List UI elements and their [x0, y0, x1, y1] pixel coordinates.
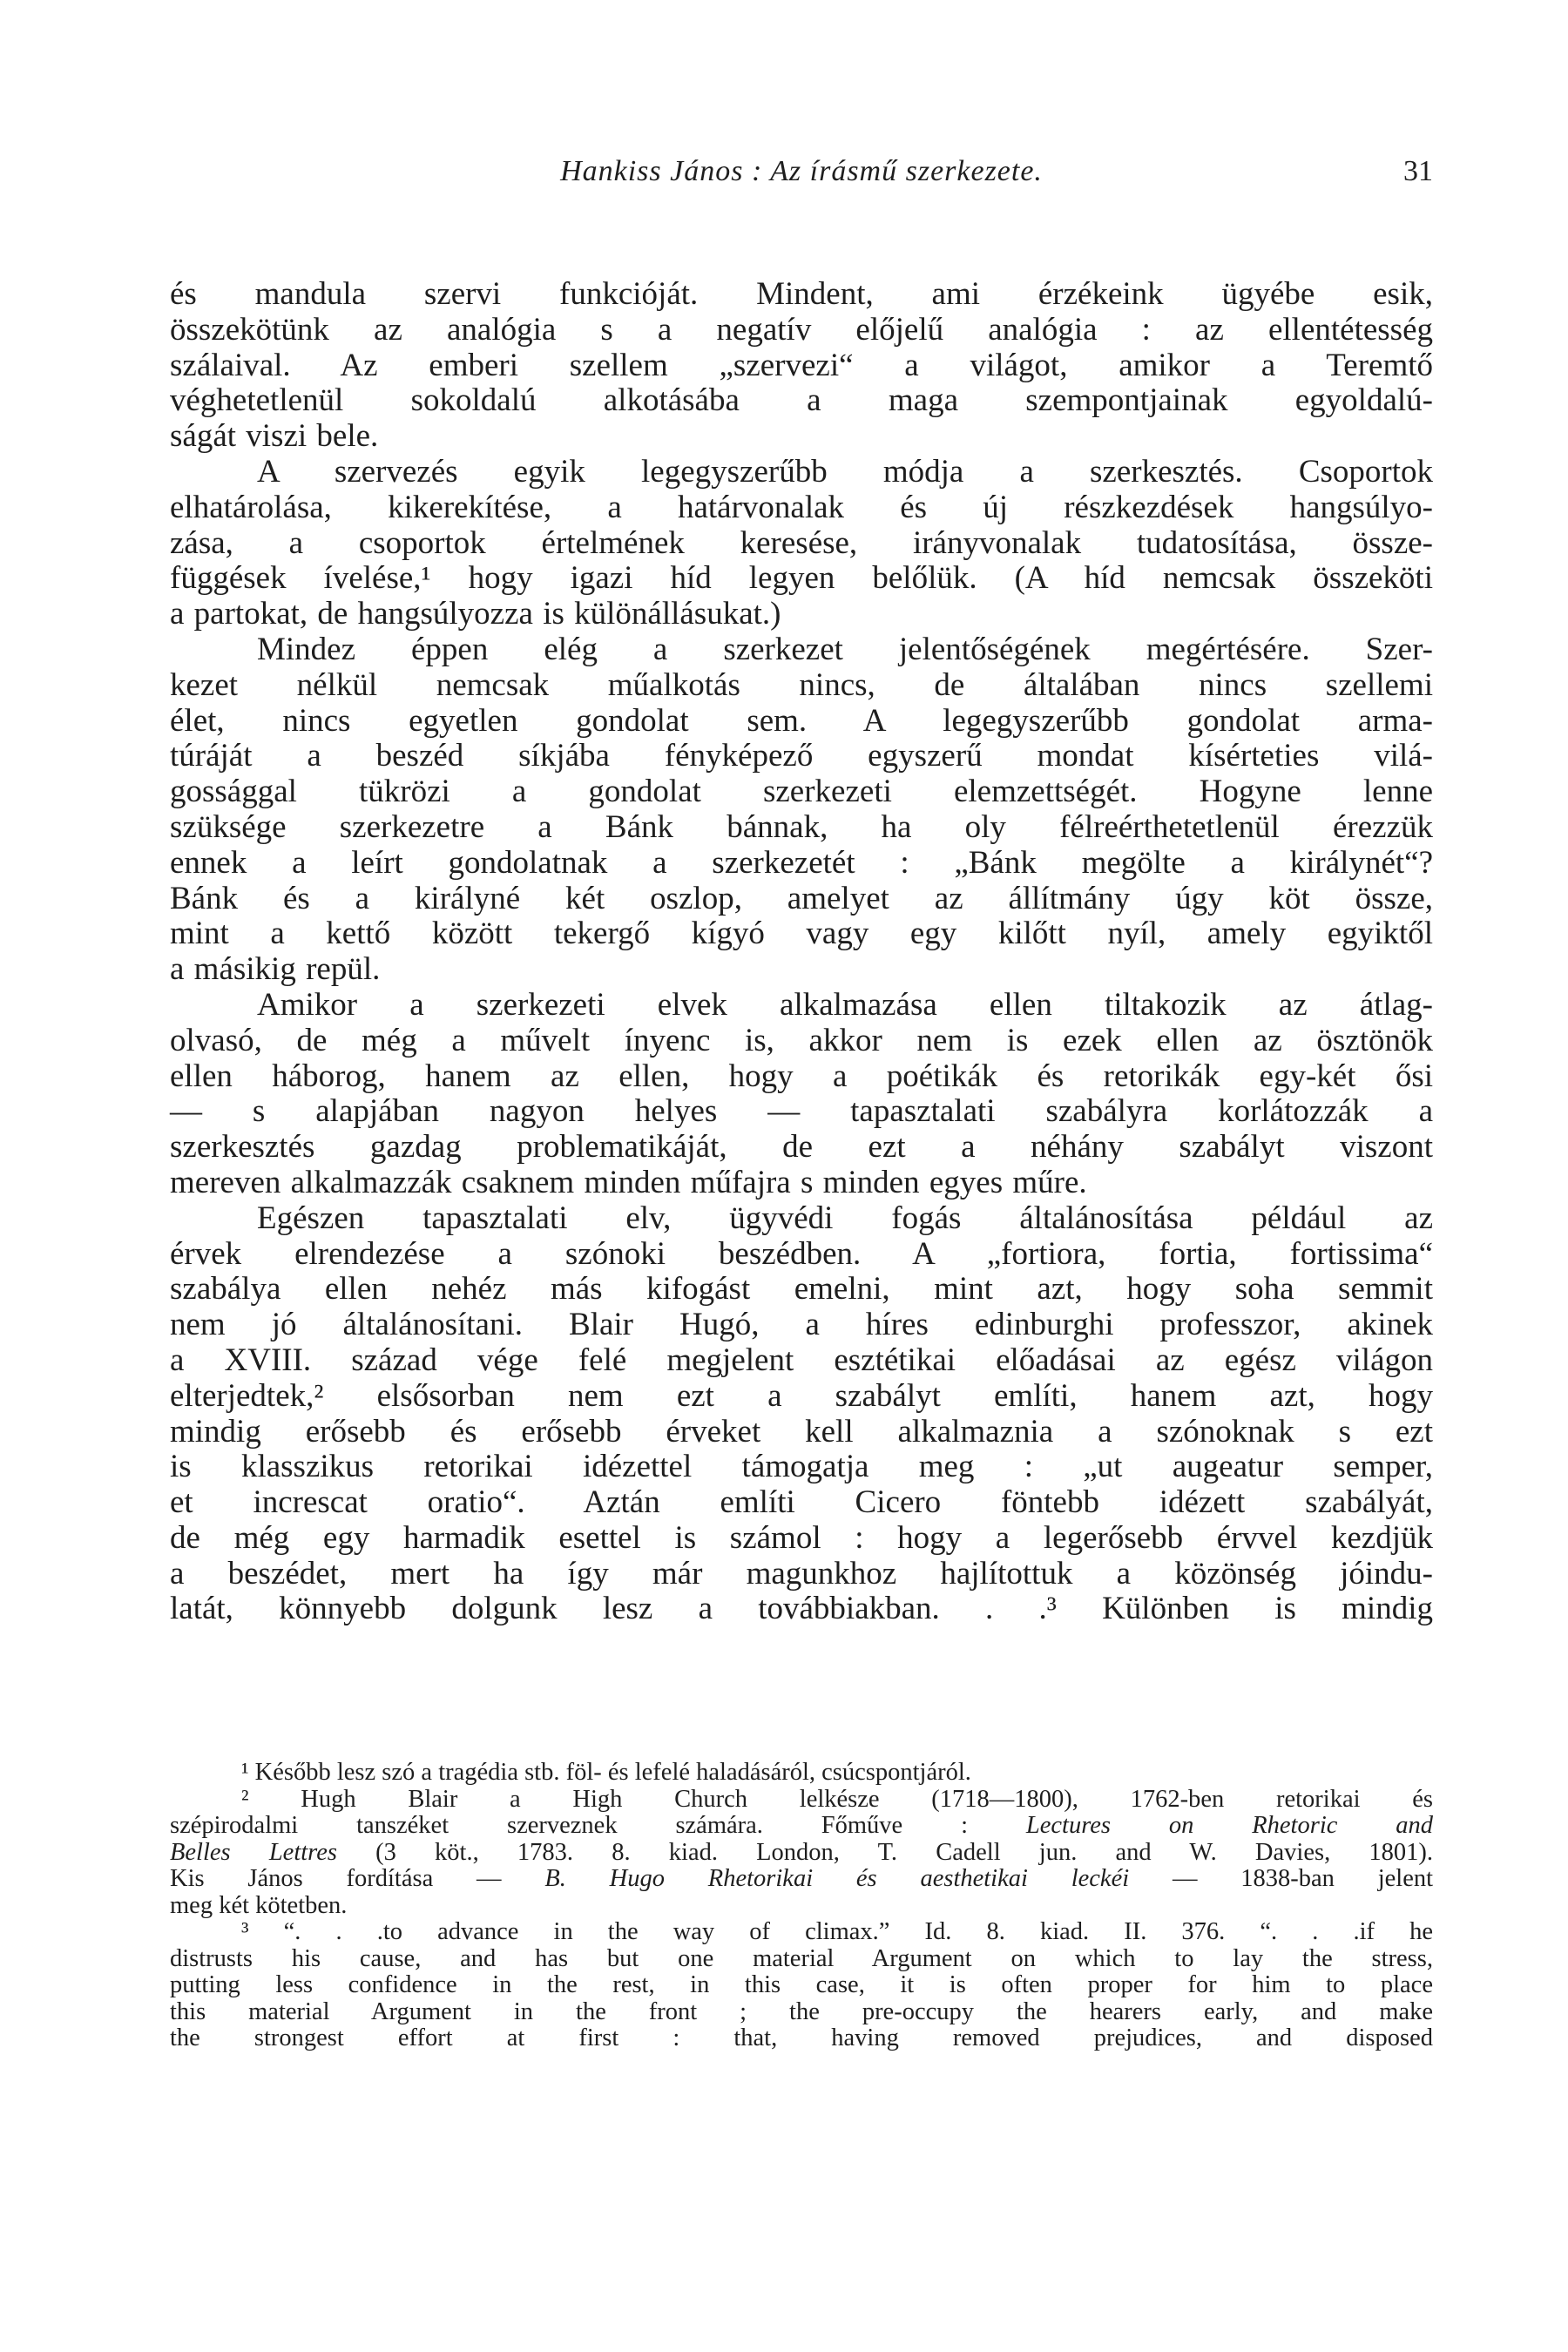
- text-line: elhatárolása, kikerekítése, a határvonalak és új részkezdések hangsúlyo-: [170, 489, 1433, 525]
- text-line: a XVIII. század vége felé megjelent esztétikai előadásai az egész világon: [170, 1342, 1433, 1378]
- text-line: — s alapjában nagyon helyes — tapasztalati szabályra korlátozzák a: [170, 1093, 1433, 1130]
- text-line: és mandula szervi funkcióját. Mindent, ami érzékeink ügyébe esik,: [170, 276, 1433, 312]
- text-line: érvek elrendezése a szónoki beszédben. A „fortiora, fortia, fortissima“: [170, 1235, 1433, 1272]
- text-line: nem jó általánosítani. Blair Hugó, a híres edinburghi professzor, akinek: [170, 1307, 1433, 1343]
- text-line: is klasszikus retorikai idézettel támogatja meg : „ut augeatur semper,: [170, 1449, 1433, 1485]
- footnote-2-text: — 1838-ban jelent: [1172, 1865, 1434, 1892]
- footnote-2-book-title-cont: Belles Lettres: [170, 1838, 337, 1866]
- text-line: ságát viszi bele.: [170, 418, 379, 455]
- text-line: kezet nélkül nemcsak műalkotás nincs, de általában nincs szellemi: [170, 666, 1433, 703]
- text-line: et increscat oratio“. Aztán említi Cicero föntebb idézett szabályát,: [170, 1484, 1433, 1521]
- text-line: elterjedtek,² elsősorban nem ezt a szabályt említi, hanem azt, hogy: [170, 1377, 1433, 1414]
- text-line: függések ívelése,¹ hogy igazi híd legyen belőlük. (A híd nemcsak összeköti: [170, 560, 1433, 597]
- text-line: összekötünk az analógia s a negatív előjelű analógia : az ellentétesség: [170, 311, 1433, 348]
- footnote-2-line: [170, 1813, 1433, 1840]
- text-line: a másikig repül.: [170, 951, 381, 988]
- text-line: túráját a beszéd síkjába fényképező egyszerű mondat kísérteties vilá-: [170, 738, 1433, 774]
- text-line: élet, nincs egyetlen gondolat sem. A legegyszerűbb gondolat arma-: [170, 702, 1433, 739]
- text-line: olvasó, de még a művelt ínyenc is, akkor nem is ezek ellen az ösztönök: [170, 1022, 1433, 1058]
- footnote-3-line: distrusts his cause, and has but one material Argument on which to lay the stress,: [170, 1944, 1433, 1972]
- footnote-1: ¹ Később lesz szó a tragédia stb. föl- és lefelé haladásáról, csúcspontjáról.: [241, 1759, 971, 1786]
- text-line: A szervezés egyik legegyszerűbb módja a szerkesztés. Csoportok: [257, 453, 1433, 490]
- footnote-3-line: this material Argument in the front ; the pre-occupy the hearers early, and make: [170, 1997, 1433, 2025]
- main-text: [170, 277, 1433, 1627]
- text-line: ennek a leírt gondolatnak a szerkezetét : „Bánk megölte a királynét“?: [170, 844, 1433, 881]
- text-line: de még egy harmadik esettel is számol : hogy a legerősebb érvvel kezdjük: [170, 1519, 1433, 1556]
- footnote-2-line: ² Hugh Blair a High Church lelkésze (1718—1800), 1762-ben retorikai és: [241, 1785, 1433, 1813]
- footnote-3-line: ³ “. . .to advance in the way of climax.” Id. 8. kiad. II. 376. “. . .if he: [241, 1918, 1433, 1945]
- footnotes: [170, 1760, 1433, 2052]
- text-line: a partokat, de hangsúlyozza is különállásukat.): [170, 596, 781, 632]
- text-line: Amikor a szerkezeti elvek alkalmazása ellen tiltakozik az átlag-: [257, 986, 1433, 1023]
- footnote-3-line: the strongest effort at first : that, having removed prejudices, and disposed: [170, 2024, 1433, 2051]
- footnote-2-text: szépirodalmi tanszéket szerveznek számára. Főműve :: [170, 1812, 969, 1839]
- footnote-2-book-title: Lectures on Rhetoric and: [1025, 1812, 1434, 1839]
- text-line: ellen háborog, hanem az ellen, hogy a poétikák és retorikák egy-két ősi: [170, 1058, 1433, 1094]
- text-line: mindig erősebb és erősebb érveket kell alkalmaznia a szónoknak s ezt: [170, 1413, 1433, 1450]
- footnote-2-line: [170, 1840, 1433, 1867]
- page-number: 31: [1403, 155, 1433, 187]
- text-line: szálaival. Az emberi szellem „szervezi“ a világot, amikor a Teremtő: [170, 347, 1433, 383]
- footnote-2-line: [170, 1866, 1433, 1893]
- text-line: szüksége szerkezetre a Bánk bánnak, ha oly félreérthetetlenül érezzük: [170, 808, 1433, 845]
- text-line: gossággal tükrözi a gondolat szerkezeti elemzettségét. Hogyne lenne: [170, 774, 1433, 810]
- text-line: véghetetlenül sokoldalú alkotásába a maga szempontjainak egyoldalú-: [170, 382, 1433, 419]
- footnote-2-line: meg két kötetben.: [170, 1891, 348, 1919]
- text-line: mereven alkalmazzák csaknem minden műfajra s minden egyes műre.: [170, 1164, 1087, 1200]
- text-line: zása, a csoportok értelmének keresése, irányvonalak tudatosítása, össze-: [170, 524, 1433, 561]
- text-line: mint a kettő között tekergő kígyó vagy egy kilőtt nyíl, amely egyiktől: [170, 916, 1433, 952]
- text-line: szerkesztés gazdag problematikáját, de ezt a néhány szabályt viszont: [170, 1129, 1433, 1166]
- footnote-3-line: putting less confidence in the rest, in this case, it is often proper for him to place: [170, 1971, 1433, 1998]
- text-line: latát, könnyebb dolgunk lesz a továbbiakban. . .³ Különben is mindig: [170, 1591, 1433, 1627]
- text-line: szabálya ellen nehéz más kifogást emelni, mint azt, hogy soha semmit: [170, 1271, 1433, 1308]
- running-header: [170, 155, 1433, 207]
- running-title: Hankiss János : Az írásmű szerkezete.: [560, 155, 1043, 187]
- text-line: Bánk és a királyné két oszlop, amelyet az állítmány úgy köt össze,: [170, 880, 1433, 916]
- text-line: a beszédet, mert ha így már magunkhoz hajlítottuk a közönség jóindu-: [170, 1555, 1433, 1592]
- footnote-2-translation-title: B. Hugo Rhetorikai és aesthetikai leckéi: [544, 1865, 1130, 1892]
- text-line: Egészen tapasztalati elv, ügyvédi fogás általánosítása például az: [257, 1200, 1433, 1236]
- text-line: Mindez éppen elég a szerkezet jelentőségének megértésére. Szer-: [257, 631, 1433, 667]
- footnote-2-text: (3 köt., 1783. 8. kiad. London, T. Cadell jun. and W. Davies, 1801).: [375, 1838, 1434, 1866]
- footnote-2-text: Kis János fordítása —: [170, 1865, 502, 1892]
